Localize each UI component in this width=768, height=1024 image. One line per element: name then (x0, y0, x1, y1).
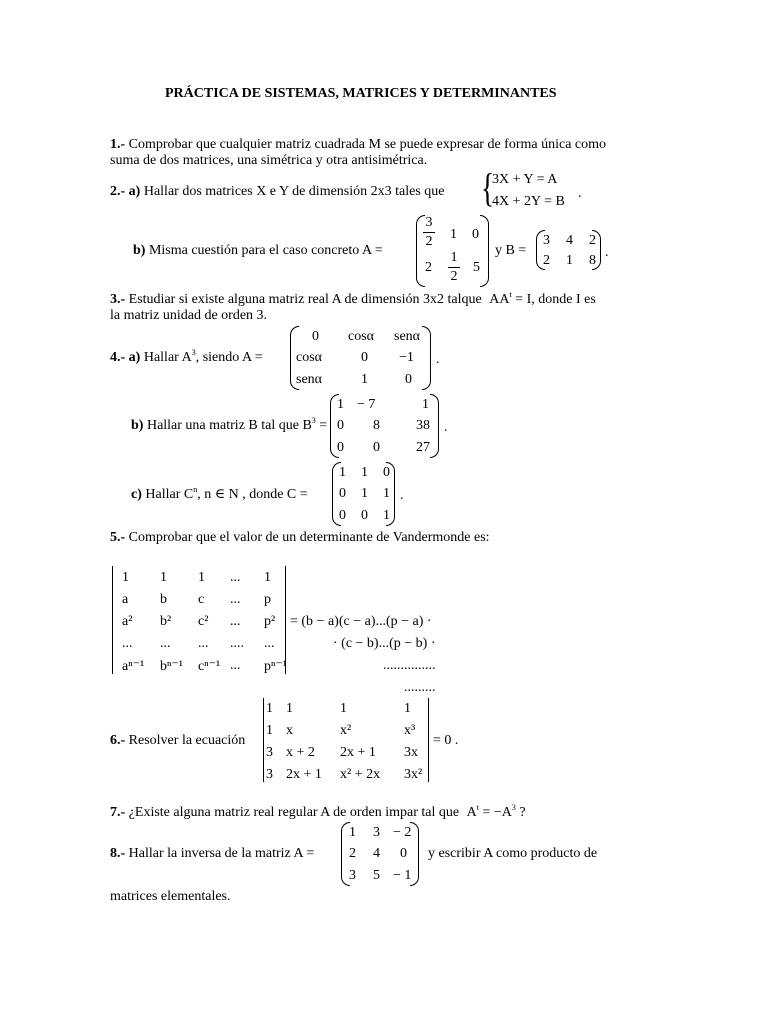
fraction: 3 2 (423, 215, 435, 250)
problem-5 (110, 530, 490, 546)
superscript: t (509, 290, 512, 299)
equation: B (302, 418, 312, 433)
matrix-cell: 0 (400, 846, 407, 861)
subpart-label: c) (131, 487, 142, 502)
subpart-label: a) (128, 184, 141, 199)
determinant-cell: ... (160, 636, 171, 651)
determinant-cell: ... (230, 614, 241, 629)
determinant-bar-left (263, 698, 264, 782)
problem-text: , donde I es (531, 292, 596, 307)
determinant-bar-left (112, 566, 113, 674)
determinant-cell: 3x² (404, 767, 423, 782)
matrix-cell: 1 (361, 465, 368, 480)
superscript: n (193, 485, 198, 494)
determinant-cell: 1 (340, 701, 347, 716)
matrix-cell: 3 (349, 868, 356, 883)
problem-4c (131, 486, 308, 503)
determinant-cell: c² (198, 614, 209, 629)
period: . (578, 186, 582, 201)
determinant-cell: .... (230, 636, 244, 651)
matrix-cell: − 7 (357, 397, 376, 412)
matrix-cell: 2 (349, 846, 356, 861)
matrix-cell: 0 (373, 440, 380, 455)
problem-text: Hallar la inversa de la matriz (128, 846, 291, 861)
matrix-cell: cosα (296, 350, 322, 365)
period: . (605, 245, 609, 260)
matrix-cell: − 2 (393, 825, 412, 840)
problem-8-tail: y escribir A como producto de (428, 846, 598, 861)
determinant-cell: a (122, 592, 129, 607)
problem-1 (110, 137, 606, 153)
problem-text: Comprobar que el valor de un determinante de Vandermonde es: (128, 530, 490, 545)
superscript: 3 (191, 348, 196, 357)
problem-number: 5.- (110, 530, 126, 545)
determinant-bar-right (285, 566, 286, 674)
problem-text: Hallar (145, 487, 181, 502)
problem-number: 1.- (110, 137, 126, 152)
determinant-cell: ... (198, 636, 209, 651)
matrix-cell: 5 (473, 260, 480, 275)
problem-2a (110, 184, 445, 200)
problem-1-line2: suma de dos matrices, una simétrica y otra antisimétrica. (110, 153, 428, 168)
problem-4b (131, 418, 327, 434)
problem-number: 3.- (110, 292, 126, 307)
determinant-cell: 1 (198, 570, 205, 585)
determinant-cell: ... (122, 636, 133, 651)
matrix-label: y B = (495, 243, 527, 258)
matrix-right-paren (410, 822, 419, 886)
problem-2b (133, 243, 383, 259)
determinant-cell: pⁿ⁻¹ (264, 659, 287, 674)
matrix-cell: 0 (383, 465, 390, 480)
matrix-cell: 0 (337, 440, 344, 455)
matrix-cell: 27 (416, 440, 430, 455)
matrix-cell: 8 (589, 253, 596, 268)
period: . (400, 488, 404, 503)
determinant-cell: 1 (404, 701, 411, 716)
problem-7 (110, 805, 526, 821)
determinant-cell: 1 (264, 570, 271, 585)
problem-text: Estudiar si existe alguna matriz real A de dimensión 3x2 talque (128, 292, 482, 307)
determinant-cell: x + 2 (286, 745, 315, 760)
matrix-cell: 3 (373, 825, 380, 840)
matrix-cell: − 1 (393, 868, 412, 883)
period: . (436, 352, 440, 367)
determinant-cell: cⁿ⁻¹ (198, 659, 221, 674)
problem-text: , siendo A = (195, 350, 263, 365)
matrix-cell: 2 (425, 260, 432, 275)
matrix-cell: 1 (361, 372, 368, 387)
determinant-cell: 1 (266, 723, 273, 738)
matrix-right-paren (422, 326, 431, 390)
left-brace: { (480, 165, 495, 210)
determinant-cell: ... (230, 658, 241, 673)
determinant-cell: x (286, 723, 293, 738)
determinant-cell: 2x + 1 (286, 767, 322, 782)
determinant-cell: ... (264, 636, 275, 651)
determinant-cell: x³ (404, 723, 416, 738)
determinant-cell: c (198, 592, 205, 607)
determinant-cell: x² (340, 723, 352, 738)
problem-text: Hallar una matriz B tal que (146, 418, 299, 433)
matrix-cell: cosα (348, 329, 374, 344)
equation: = −A (482, 805, 512, 820)
matrix-label: A = (293, 846, 315, 861)
problem-text: Misma cuestión para el caso concreto (148, 243, 360, 258)
problem-8-line2: matrices elementales. (110, 889, 231, 904)
problem-number: 6.- (110, 733, 126, 748)
subpart-label: b) (131, 418, 144, 433)
problem-number: 2.- (110, 184, 126, 199)
problem-3 (110, 292, 596, 308)
matrix-cell: 1 (361, 486, 368, 501)
vandermonde-rhs-line2: · (c − b)...(p − b) · (333, 636, 436, 651)
determinant-cell: ... (230, 592, 241, 607)
matrix-cell: 1 (383, 486, 390, 501)
matrix-cell: 0 (361, 350, 368, 365)
subpart-label: a) (128, 350, 141, 365)
problem-6 (110, 733, 245, 749)
matrix-cell: 2 (589, 233, 596, 248)
determinant-cell: a² (122, 614, 133, 629)
matrix-right-paren (592, 230, 601, 270)
matrix-right-paren (386, 462, 395, 526)
determinant-cell: 2x + 1 (340, 745, 376, 760)
matrix-cell: 1 (349, 825, 356, 840)
matrix-cell: 0 (339, 486, 346, 501)
matrix-cell: 1 (422, 397, 429, 412)
superscript: 3 (311, 416, 316, 425)
vandermonde-rhs-line1: = (b − a)(c − a)...(p − a) · (290, 614, 432, 629)
matrix-cell: senα (394, 329, 420, 344)
matrix-cell: 1 (383, 508, 390, 523)
matrix-cell: 0 (337, 418, 344, 433)
problem-text: ? (519, 805, 526, 820)
determinant-cell: 3x (404, 745, 418, 760)
problem-text: Hallar dos matrices X e Y de dimensión 2x3 tales que (143, 184, 445, 199)
matrix-cell: 4 (566, 233, 573, 248)
matrix-cell: 3 (543, 233, 550, 248)
superscript: t (476, 803, 479, 812)
matrix-cell: 1 (337, 397, 344, 412)
determinant-cell: p² (264, 614, 276, 629)
determinant-cell: bⁿ⁻¹ (160, 659, 183, 674)
matrix-cell: −1 (399, 350, 414, 365)
matrix-cell: 38 (416, 418, 430, 433)
determinant-cell: 1 (122, 570, 129, 585)
period: . (444, 420, 448, 435)
determinant-cell: 1 (160, 570, 167, 585)
fraction: 1 2 (448, 250, 460, 285)
matrix-cell: 8 (373, 418, 380, 433)
matrix-cell: 1 (339, 465, 346, 480)
matrix-cell: 0 (405, 372, 412, 387)
problem-text: Comprobar que cualquier matriz cuadrada M se puede expresar de forma única como (128, 137, 607, 152)
equation: A (181, 350, 192, 365)
matrix-right-paren (430, 394, 439, 458)
problem-number: 7.- (110, 805, 126, 820)
problem-4a (110, 350, 263, 366)
equation: AA (489, 292, 510, 307)
matrix-label: A = (362, 243, 383, 258)
subpart-label: b) (133, 243, 146, 258)
page-title: PRÁCTICA DE SISTEMAS, MATRICES Y DETERMINANTES (165, 86, 557, 101)
problem-3-line2: la matriz unidad de orden 3. (110, 308, 268, 323)
determinant-cell: 1 (286, 701, 293, 716)
problem-number: 4.- (110, 350, 126, 365)
matrix-cell: 0 (339, 508, 346, 523)
vandermonde-rhs-line4: ......... (404, 680, 436, 695)
equation: C (183, 487, 194, 502)
determinant-cell: ... (230, 570, 241, 585)
problem-8 (110, 846, 314, 862)
matrix-cell: 1 (450, 227, 457, 242)
determinant-cell: b² (160, 614, 172, 629)
system-eq-2: 4X + 2Y = B (492, 194, 565, 209)
problem-text: ¿Existe alguna matriz real regular A de orden impar tal que (128, 805, 460, 820)
matrix-cell: senα (296, 372, 322, 387)
vandermonde-rhs-line3: ............... (383, 658, 436, 673)
matrix-cell: 1 (566, 253, 573, 268)
problem-text: Hallar (143, 350, 179, 365)
matrix-cell: 0 (361, 508, 368, 523)
matrix-right-paren (480, 215, 489, 287)
problem-number: 8.- (110, 846, 126, 861)
matrix-cell: 0 (472, 227, 479, 242)
determinant-cell: 3 (266, 767, 273, 782)
problem-text: Resolver la ecuación (128, 733, 246, 748)
matrix-cell: 5 (373, 868, 380, 883)
system-eq-1: 3X + Y = A (492, 172, 558, 187)
determinant-cell: aⁿ⁻¹ (122, 659, 145, 674)
determinant-cell: x² + 2x (340, 767, 381, 782)
matrix-cell: 0 (312, 329, 319, 344)
matrix-cell: 4 (373, 846, 380, 861)
superscript: 3 (511, 803, 516, 812)
determinant-cell: 3 (266, 745, 273, 760)
problem-text: , n ∈ N , donde C = (197, 487, 308, 502)
equation: A (466, 805, 477, 820)
determinant-bar-right (428, 698, 429, 782)
matrix-cell: 2 (543, 253, 550, 268)
determinant-cell: b (160, 592, 167, 607)
determinant-cell: p (264, 592, 271, 607)
equation: = (319, 418, 328, 433)
equation-rhs: = 0 . (433, 733, 459, 748)
equation: = I (515, 292, 532, 307)
determinant-cell: 1 (266, 701, 273, 716)
